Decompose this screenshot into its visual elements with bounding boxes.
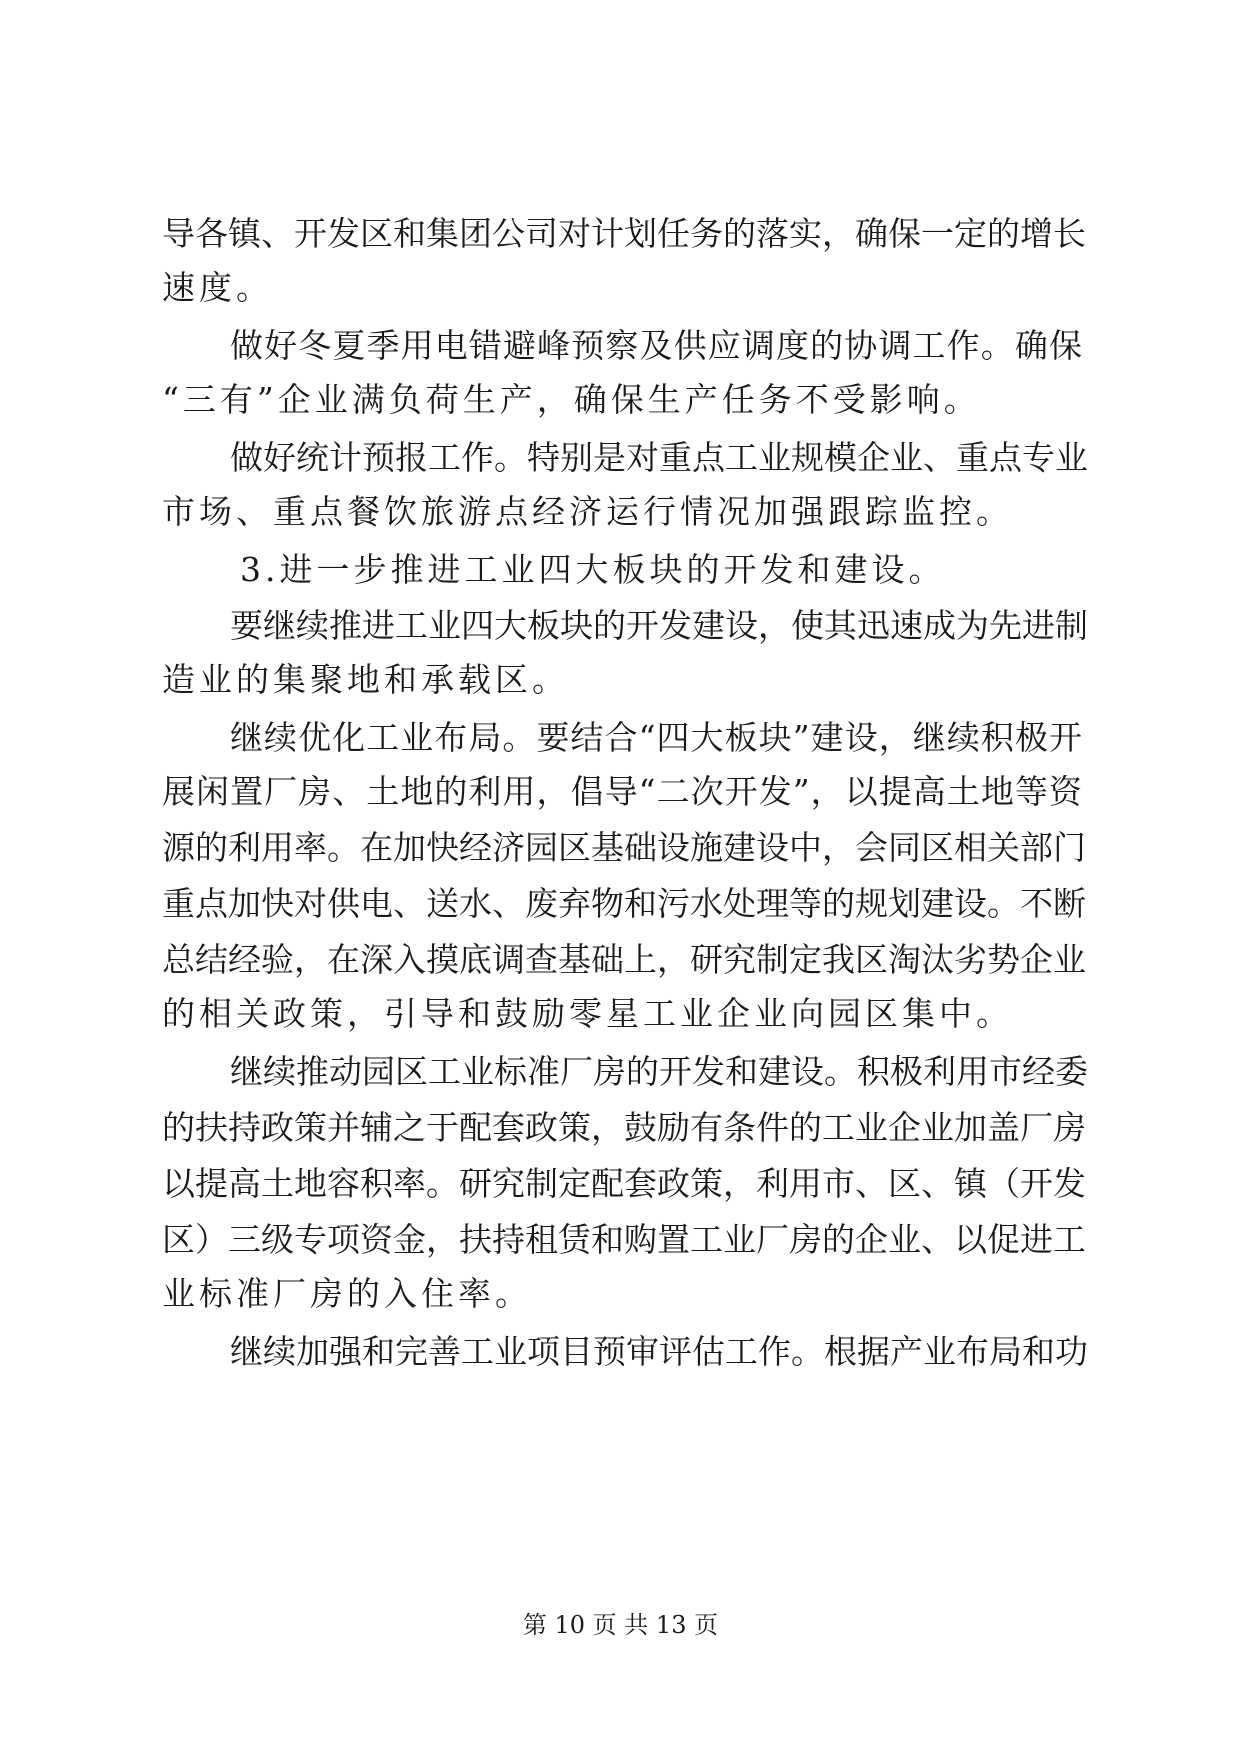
paragraph-line: 继续推动园区工业标准厂房的开发和建设。积极利用市经委: [230, 1052, 1088, 1091]
paragraph-line: 重点加快对供电、送水、废弃物和污水处理等的规划建设。不断: [162, 884, 1086, 923]
paragraph-line: 区）三级专项资金，扶持租赁和购置工业厂房的企业、以促进工: [162, 1220, 1086, 1259]
section-heading: 3.进一步推进工业四大板块的开发和建设。: [240, 550, 946, 589]
paragraph-line: 继续加强和完善工业项目预审评估工作。根据产业布局和功: [230, 1332, 1088, 1371]
paragraph-line: 做好冬夏季用电错避峰预察及供应调度的协调工作。确保: [230, 326, 1082, 365]
paragraph-line: 以提高土地容积率。研究制定配套政策，利用市、区、镇（开发: [162, 1164, 1086, 1203]
paragraph-line: “三有”企业满负荷生产，确保生产任务不受影响。: [162, 380, 981, 419]
paragraph-line: 市场、重点餐饮旅游点经济运行情况加强跟踪监控。: [162, 492, 1013, 531]
paragraph-line: 源的利用率。在加快经济园区基础设施建设中，会同区相关部门: [162, 828, 1086, 867]
paragraph-line: 的相关政策，引导和鼓励零星工业企业向园区集中。: [162, 994, 1013, 1033]
paragraph-line: 业标准厂房的入住率。: [162, 1274, 532, 1313]
paragraph-line: 速度。: [162, 268, 273, 307]
paragraph-line: 要继续推进工业四大板块的开发建设，使其迅速成为先进制: [230, 606, 1088, 645]
paragraph-line: 继续优化工业布局。要结合“四大板块”建设，继续积极开: [230, 718, 1082, 757]
paragraph-line: 导各镇、开发区和集团公司对计划任务的落实，确保一定的增长: [162, 214, 1086, 253]
paragraph-line: 做好统计预报工作。特别是对重点工业规模企业、重点专业: [230, 438, 1088, 477]
page-footer: 第 10 页 共 13 页: [522, 1611, 719, 1639]
paragraph-line: 造业的集聚地和承载区。: [162, 660, 569, 699]
paragraph-line: 展闲置厂房、土地的利用，倡导“二次开发”，以提高土地等资: [162, 772, 1082, 811]
paragraph-line: 的扶持政策并辅之于配套政策，鼓励有条件的工业企业加盖厂房: [162, 1108, 1086, 1147]
paragraph-line: 总结经验，在深入摸底调查基础上，研究制定我区淘汰劣势企业: [162, 940, 1086, 979]
